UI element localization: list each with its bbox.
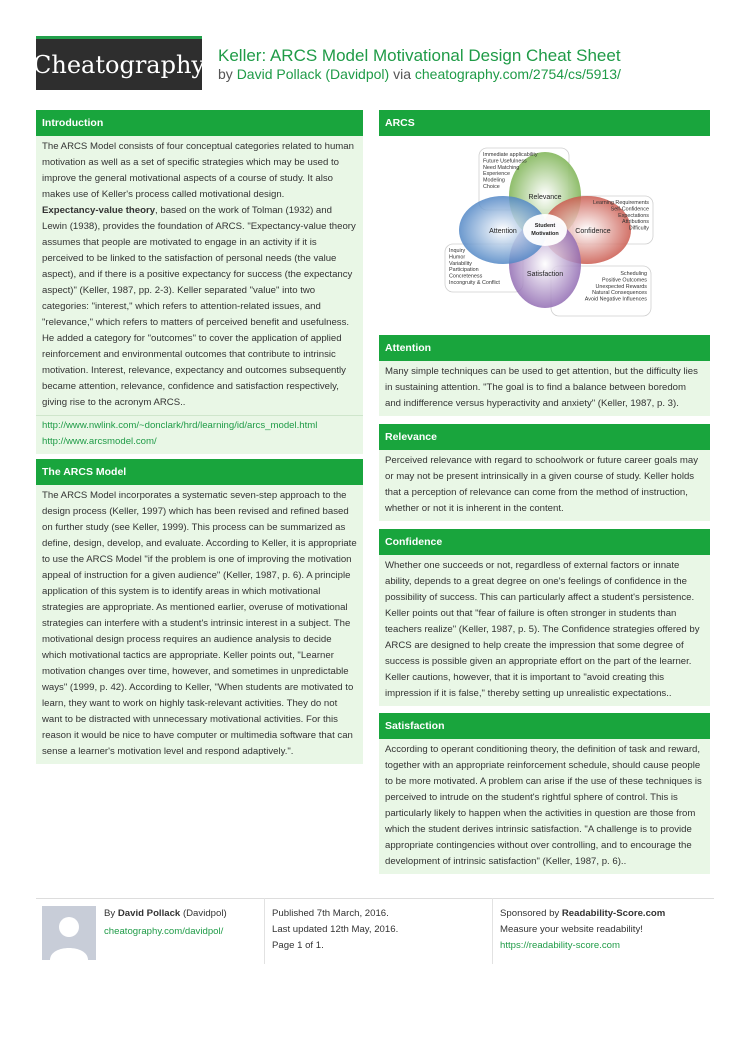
confidence-section — [379, 529, 710, 706]
relevance-item: Modeling — [483, 177, 505, 184]
relevance-item: Experience — [483, 171, 510, 178]
satisfaction-item: Positive Outcomes — [602, 277, 647, 284]
attention-item: Humor — [449, 254, 466, 261]
footer-author-line — [104, 906, 227, 922]
satisfaction-items — [585, 271, 648, 303]
intro-paragraph-1: The ARCS Model consists of four conceptual categories related to human motivation as well as a set of specific strategies which may be used to improve the general motivational aspects of a course of study. It also makes use of Keller's process called motivational design. — [42, 141, 354, 200]
attention-item: Variability — [449, 260, 472, 267]
arcsmodel-url[interactable]: http://www.arcsmodel.com/ — [42, 436, 157, 447]
relevance-item: Immediate applicability — [483, 152, 538, 158]
footer-sponsor-line — [500, 906, 665, 922]
expectancy-value-term: Expectancy-value theory — [42, 205, 156, 216]
footer-page: Page 1 of 1. — [272, 940, 324, 951]
introduction-heading: Introduction — [36, 110, 363, 136]
confidence-item: Attributions — [622, 219, 649, 226]
attention-item: Inquiry — [449, 248, 466, 254]
confidence-item: Expectations — [618, 212, 649, 219]
user-silhouette-icon — [42, 906, 96, 960]
satisfaction-body: According to operant conditioning theory, the definition of task and reward, together with an appropriate reinforcement schedule, should cause people to be more motivated. A problem can arise if the use of these techniques is perceived to intrude on the student's rightful sphere of control. This is particularly likely to happen when the activities in question are those from which the student derives intrinsic satisfaction. "A challenge is to provide appropriate contingencies without over controlling, and to encourage the development of intrinsic satisfaction" (Keller, 1987, p. 6).. — [385, 744, 702, 867]
attention-item: Incongruity & Conflict — [449, 280, 500, 286]
footer-divider — [36, 898, 714, 899]
footer-sponsor-url[interactable]: https://readability-score.com — [500, 940, 620, 951]
confidence-item: Self-Confidence — [610, 206, 649, 213]
arcs-heading: ARCS — [379, 110, 710, 136]
satisfaction-item: Natural Consequences — [592, 290, 647, 297]
footer-sponsor — [500, 906, 665, 954]
byline-via: via — [393, 66, 411, 82]
footer-author-handle: (Davidpol) — [182, 908, 227, 919]
relevance-item: Need Matching — [483, 164, 520, 171]
footer-updated: Last updated 12th May, 2016. — [272, 924, 399, 935]
introduction-body — [36, 136, 363, 415]
intro-paragraph-2-text: , based on the work of Tolman (1932) and Lewin (1938), provides the foundation of ARCS. "Expectancy-value theory assumes that people are motivated to engage in an activity if it is perceived to be linked to the satisfaction of personal needs (the value aspect), and if there is a positive expectancy for success (the expectancy aspect)" (Keller, 1987, pp. 2-3). Keller separated "value" into two categories: "interest," which refers to attention-related issues, and "relevance," which refers to matters of perceived benefit and usefulness. He added a category for "outcomes" to cover the application of applied reinforcement and environmental outcomes that contribute to intrinsic motivation. Interest, relevance, expectancy and outcomes subsequently became attention, relevance, confidence and satisfaction respectively, giving rise to the acronym ARCS.. — [42, 205, 356, 408]
attention-label: Attention — [489, 228, 517, 235]
footer-tagline: Measure your website readability! — [500, 924, 643, 935]
footer-by: By — [104, 908, 116, 919]
confidence-item: Learning Requirements — [592, 200, 649, 206]
satisfaction-item: Scheduling — [620, 271, 647, 277]
arcs-model-heading: The ARCS Model — [36, 459, 363, 485]
intro-paragraph-2 — [42, 203, 357, 411]
attention-section — [379, 335, 710, 416]
arcs-model-section — [36, 459, 363, 764]
confidence-heading: Confidence — [379, 529, 710, 555]
site-logo[interactable]: Cheatography — [36, 36, 202, 90]
center-label-2: Motivation — [531, 231, 559, 237]
footer-author-url[interactable]: cheatography.com/davidpol/ — [104, 926, 224, 937]
attention-heading: Attention — [379, 335, 710, 361]
relevance-heading: Relevance — [379, 424, 710, 450]
relevance-item: Choice — [483, 184, 500, 190]
center-label-1: Student — [534, 223, 556, 229]
intro-links — [36, 415, 363, 454]
satisfaction-item: Avoid Negative Influences — [584, 296, 647, 303]
footer-sponsored-by: Sponsored by — [500, 908, 560, 919]
arcs-model-body — [36, 485, 363, 764]
confidence-body: Whether one succeeds or not, regardless of external factors or innate ability, depends to a great degree on one's feelings of confidence in the possibility of success. This can particularly affect a student's persistence. Keller points out that "fear of failure is often stronger in students than teachers realize" (Keller, 1987, p. 5). The Confidence strategies offered by ARCS are designed to help create the impression that some degree of success is possible given an appropriate effort on the part of the learner. Keller cautions, however, that it is important to "avoid creating this impression if it is false," thereby setting up unrealistic expectations.. — [385, 560, 700, 699]
satisfaction-item: Unexpected Rewards — [595, 283, 647, 290]
relevance-body: Perceived relevance with regard to schoolwork or future career goals may or may not be present intrinsically in a given course of study. Keller holds that a perception of relevance can come from the method of instruction, whether or not it is inherent in the content. — [385, 455, 699, 514]
footer-separator-1 — [264, 898, 265, 964]
confidence-item: Difficulty — [628, 225, 649, 232]
attention-body: Many simple techniques can be used to get attention, but the difficulty lies in sustaining attention. "The goal is to find a balance between boredom and indifference versus hyperactivity and anxiety" (Keller, 1987, p. 3). — [385, 366, 698, 409]
satisfaction-label: Satisfaction — [526, 271, 564, 278]
footer-separator-2 — [492, 898, 493, 964]
nwlink-url[interactable]: http://www.nwlink.com/~donclark/hrd/learning/id/arcs_model.html — [42, 420, 318, 431]
relevance-label: Relevance — [528, 194, 562, 201]
attention-item: Participation — [449, 267, 479, 274]
introduction-section — [36, 110, 363, 454]
attention-item: Concreteness — [449, 273, 483, 280]
footer-dates — [272, 906, 398, 954]
footer-author-name: David Pollack — [117, 908, 181, 919]
arcs-model-text: The ARCS Model incorporates a systematic seven-step approach to the design process (Keller, 1997) which has been revised and refined based on further study (see Keller, 1999). This process can be summarized as define, design, develop, and evaluate. According to Keller, it is appropriate to use the ARCS Model "if the problem is one of improving the motivation appeal of instruction for a given audience" (Keller, 1987, p. 6). A principle application of this system is to identify areas in which motivational strategies are appropriate. As mentioned earlier, overuse of motivational strategies can interfere with a student's intrinsic interest in a subject. The motivational design process requires an audience analysis to decide which motivational tactics are appropriate. Keller points out, "Learner motivation changes over time, however, and sometimes in unpredictable ways" (1999, p. 42). According to Keller, "When students are motivated to learn, they want to work on highly task-relevant activities. They do not want to be distracted with unnecessary motivational activities. For this reason it would be nice to have computer or multimedia software that can sense a learner's motivation level and respond adaptively.". — [42, 490, 357, 757]
satisfaction-section — [379, 713, 710, 874]
footer-author — [104, 906, 227, 940]
page-title: Keller: ARCS Model Motivational Design Cheat Sheet — [218, 46, 621, 65]
author-link[interactable]: David Pollack (Davidpol) — [236, 66, 390, 82]
center-circle — [523, 214, 567, 246]
byline — [218, 66, 621, 82]
satisfaction-heading: Satisfaction — [379, 713, 710, 739]
relevance-section — [379, 424, 710, 521]
relevance-item: Future Usefulness — [483, 158, 527, 165]
avatar — [42, 906, 96, 960]
sheet-url-link[interactable]: cheatography.com/2754/cs/5913/ — [414, 66, 621, 82]
confidence-label: Confidence — [575, 228, 611, 235]
footer-published: Published 7th March, 2016. — [272, 908, 389, 919]
footer-sponsor-name: Readability-Score.com — [561, 908, 666, 919]
byline-by: by — [218, 66, 233, 82]
arcs-diagram — [441, 146, 655, 318]
